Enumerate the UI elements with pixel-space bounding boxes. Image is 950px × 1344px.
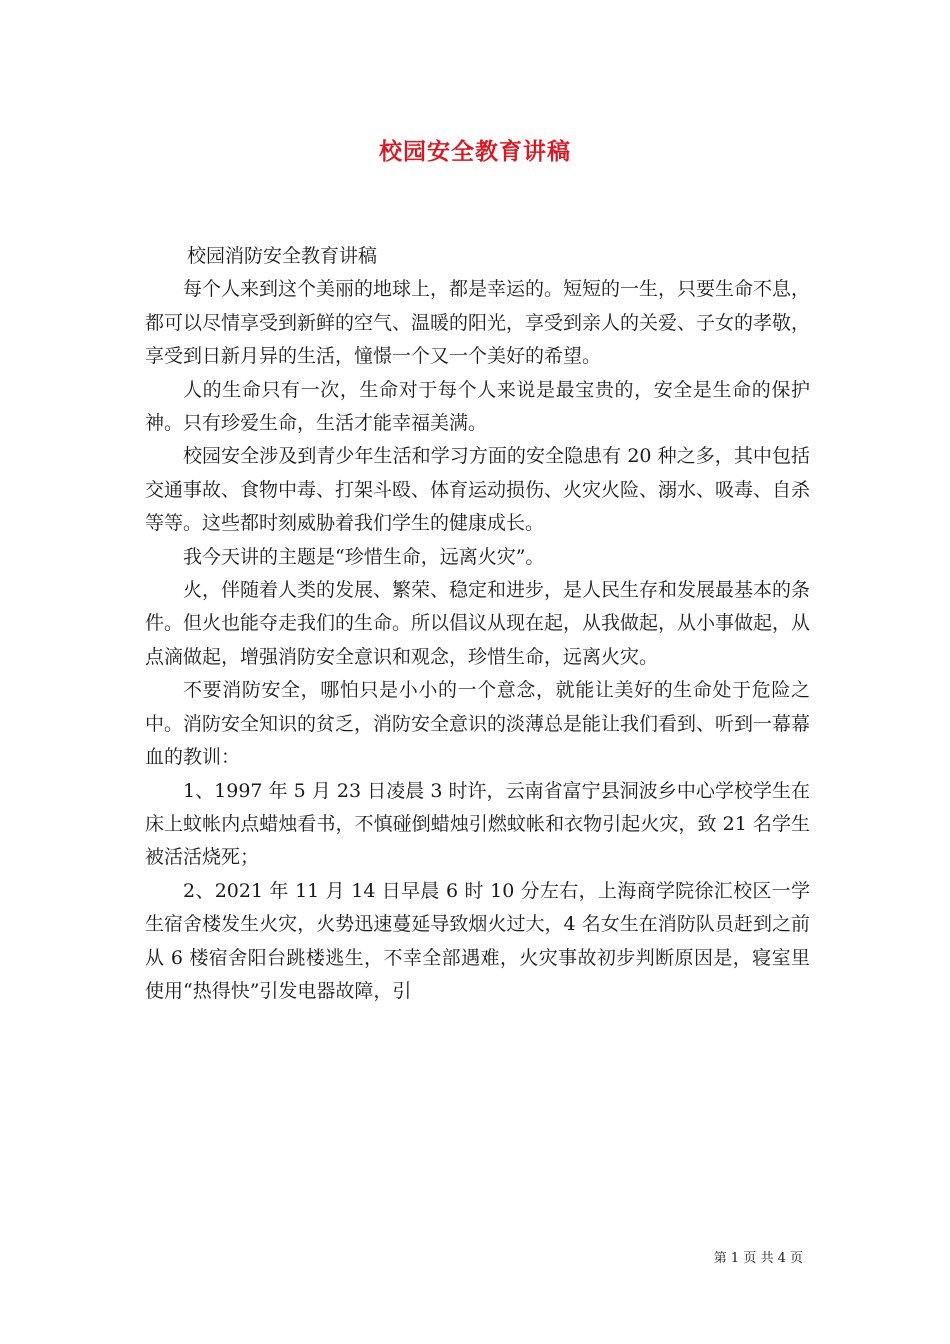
page-number: 第 1 页 共 4 页 <box>713 1251 803 1266</box>
paragraph: 1、1997 年 5 月 23 日凌晨 3 时许，云南省富宁县洞波乡中心学校学生在床上蚊帐内点蜡烛看书，不慎碰倒蜡烛引燃蚊帐和衣物引起火灾，致 21 名学生被活活烧死； <box>145 779 810 869</box>
paragraph: 校园安全涉及到青少年生活和学习方面的安全隐患有 20 种之多，其中包括交通事故、食物中毒、打架斗殴、体育运动损伤、火灾火险、溺水、吸毒、自杀等等。这些都时刻威胁着我们学生的健康成长。 <box>145 445 811 535</box>
paragraph: 人的生命只有一次，生命对于每个人来说是最宝贵的，安全是生命的保护神。只有珍爱生命，生活才能幸福美满。 <box>145 378 810 435</box>
paragraph: 不要消防安全，哪怕只是小小的一个意念，就能让美好的生命处于危险之中。消防安全知识的贫乏，消防安全意识的淡薄总是能让我们看到、听到一幕幕血的教训： <box>145 679 811 769</box>
document-subtitle: 校园消防安全教育讲稿 <box>187 245 378 267</box>
paragraph: 每个人来到这个美丽的地球上，都是幸运的。短短的一生，只要生命不息，都可以尽情享受到新鲜的空气、温暖的阳光，享受到亲人的关爱、子女的孝敬，享受到日新月异的生活，憧憬一个又一个美好的希望。 <box>145 278 811 368</box>
paragraph: 2、2021 年 11 月 14 日早晨 6 时 10 分左右，上海商学院徐汇校区一学生宿舍楼发生火灾，火势迅速蔓延导致烟火过大，4 名女生在消防队员赶到之前从 6 楼宿舍阳台跳楼逃生，不幸全部遇难，火灾事故初步判断原因是，寝室里使用“热得快”引发电器故障，引 <box>145 879 810 1002</box>
document-body <box>145 240 810 1008</box>
paragraph: 我今天讲的主题是“珍惜生命，远离火灾”。 <box>183 545 545 568</box>
document-title: 校园安全教育讲稿 <box>379 139 571 165</box>
paragraph: 火，伴随着人类的发展、繁荣、稳定和进步，是人民生存和发展最基本的条件。但火也能夺走我们的生命。所以倡议从现在起，从我做起，从小事做起，从点滴做起，增强消防安全意识和观念，珍惜生命，远离火灾。 <box>145 579 811 668</box>
